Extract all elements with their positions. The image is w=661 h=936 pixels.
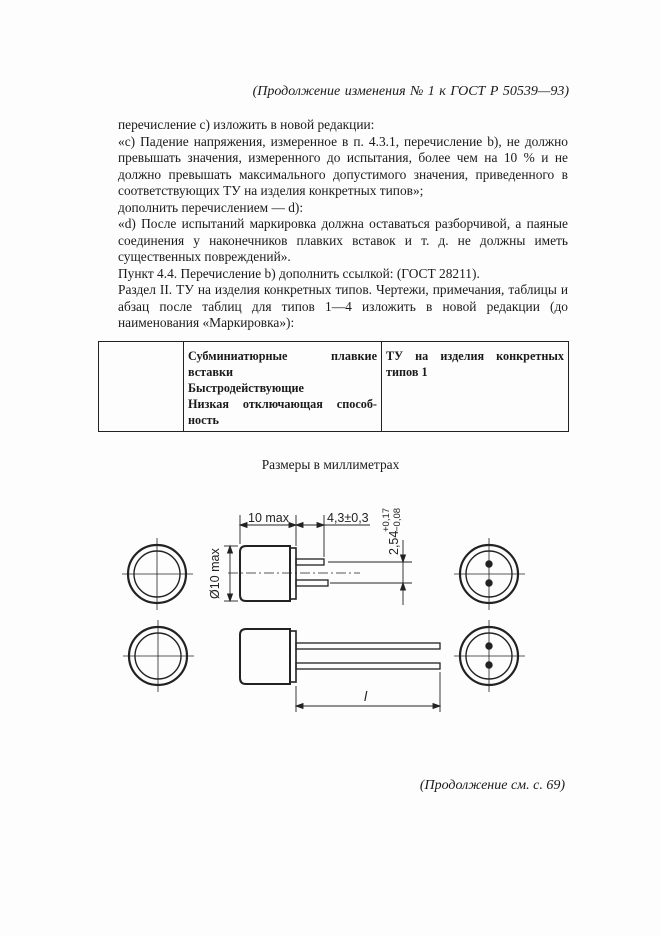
cell-line: Субминиатюрные плавкие [188, 349, 377, 363]
dim-diameter-label: Ø10 max [208, 548, 222, 599]
dim-pitch-label: 2,54 [387, 530, 401, 555]
cell-line: Быстродействующие [188, 381, 304, 395]
dim-overall-label: l [364, 688, 368, 704]
paragraph-4: «d) После испытаний маркировка должна оставаться разборчивой, а паяные соединения у наконечников плавких вставок и т. д. не должны иметь существенных повреждений». [118, 216, 568, 264]
dim-pitch-tol-lower: −0,08 [392, 507, 403, 532]
dimension-lines [224, 515, 440, 712]
dim-lead-label: 4,3±0,3 [327, 511, 369, 525]
end-view-left-top [122, 538, 193, 610]
cell-line: ность [188, 413, 219, 427]
document-header: (Продолжение изменения № 1 к ГОСТ Р 50539—93) [252, 84, 569, 99]
end-view-right-bottom [454, 620, 525, 692]
paragraph-1: перечисление с) изложить в новой редакции: [118, 117, 375, 132]
cell-line: ТУ на изделия конкретных [386, 349, 564, 363]
dim-length-label: 10 max [248, 511, 289, 525]
dim-pitch-tol-upper: +0,17 [381, 507, 392, 532]
side-view-bottom [240, 629, 440, 684]
cell-line: типов 1 [386, 365, 428, 379]
paragraph-2: «с) Падение напряжения, измеренное в п. 4.3.1, перечисление b), не должно превышать значения, измеренного до испытания, более чем на 10 % и не должно превышать максимального допустимого значения, приведенного в соответствующих ТУ на изделия конкретных типов»; [118, 133, 568, 198]
continuation-footer: (Продолжение см. с. 69) [419, 778, 565, 793]
paragraph-3: дополнить перечислением — d): [118, 199, 304, 215]
side-view-top [228, 546, 360, 601]
paragraph-6: Раздел II. ТУ на изделия конкретных типов. Чертежи, примечания, таблицы и абзац после таблиц для типов 1—4 изложить в новой редакции (до наименования «Маркировка»): [118, 282, 568, 330]
cell-line: Низкая отключающая способ- [188, 397, 377, 411]
end-view-right-top [454, 538, 525, 610]
cell-line: вставки [188, 365, 233, 379]
paragraph-5: Пункт 4.4. Перечисление b) дополнить ссылкой: (ГОСТ 28211). [118, 265, 480, 281]
end-view-left-bottom [123, 620, 194, 692]
units-caption: Размеры в миллиметрах [261, 457, 400, 472]
